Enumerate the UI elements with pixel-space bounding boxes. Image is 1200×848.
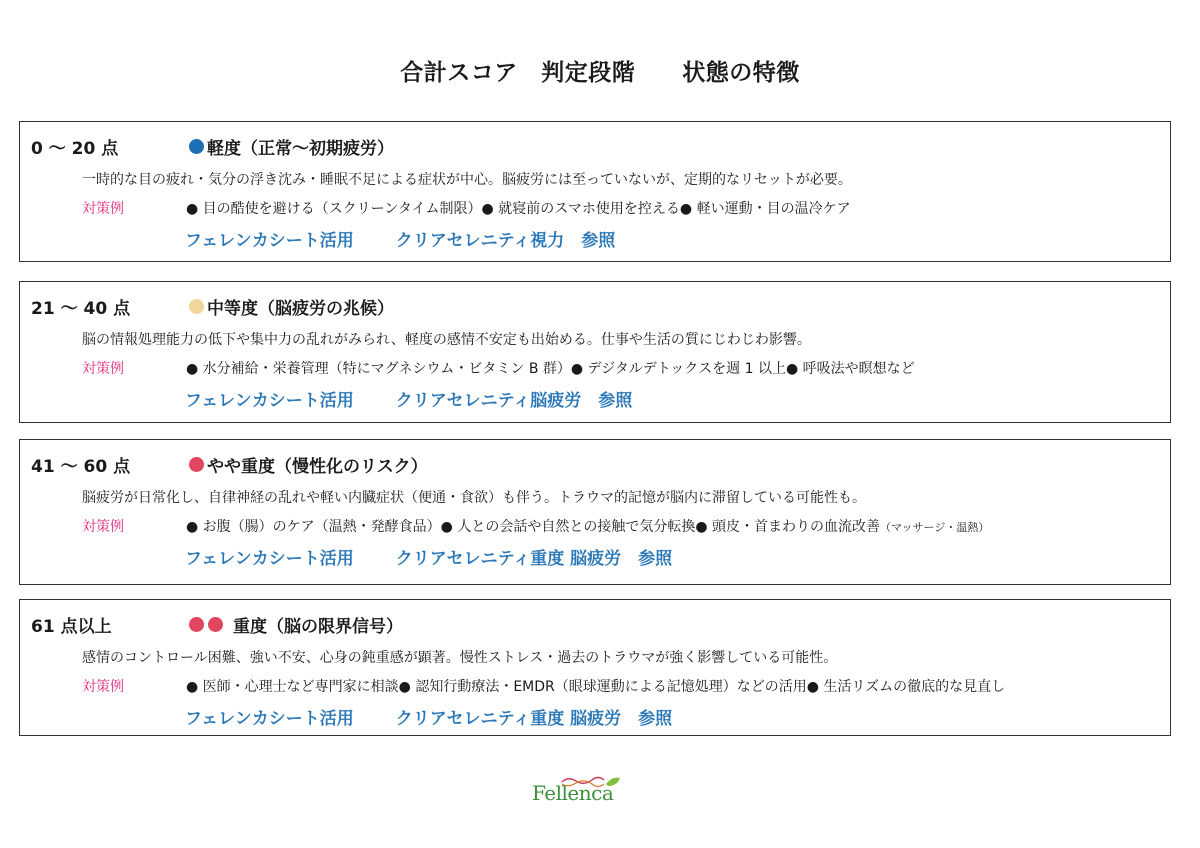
severity-dot-icon [189, 617, 204, 632]
severity-dots [189, 299, 204, 314]
measures-label: 対策例 [82, 519, 124, 535]
card-heading [31, 451, 428, 477]
severity-dots [189, 139, 204, 154]
brand-logo [532, 775, 622, 809]
state-description: 感情のコントロール困難、強い不安、心身の鈍重感が顕著。慢性ストレス・過去のトラウマが強く影響している可能性。 [82, 650, 838, 666]
measures-row [82, 676, 1005, 696]
measures-label: 対策例 [82, 201, 124, 217]
score-card-moderately-severe [19, 439, 1171, 585]
measures-text: ● 水分補給・栄養管理（特にマグネシウム・ビタミン B 群）● デジタルデトックスを週 1 以上● 呼吸法や瞑想など [186, 361, 915, 377]
measures-text: ● 医師・心理士など専門家に相談● 認知行動療法・EMDR（眼球運動による記憶処理）などの活用● 生活リズムの徹底的な見直し [186, 679, 1006, 695]
score-range: 61 点以上 [31, 616, 112, 637]
measures-text: ● 目の酷使を避ける（スクリーンタイム制限）● 就寝前のスマホ使用を控える● 軽い運動・目の温冷ケア [186, 201, 851, 217]
severity-dot-icon [189, 139, 204, 154]
score-range: 0 〜 20 点 [31, 138, 119, 159]
severity-dots [189, 617, 223, 632]
page-title: 合計スコア 判定段階 状態の特徴 [400, 60, 800, 86]
score-card-mild [19, 121, 1171, 262]
measures-label: 対策例 [82, 361, 124, 377]
measures-row [82, 198, 851, 218]
score-range: 21 〜 40 点 [31, 298, 131, 319]
card-heading [31, 611, 403, 637]
reference-program-link: クリアセレニティ重度 脳疲労 参照 [395, 709, 673, 729]
severity-dot-icon [189, 299, 204, 314]
measures-note: （マッサージ・温熱） [880, 521, 990, 534]
state-description: 脳疲労が日常化し、自律神経の乱れや軽い内臓症状（便通・食欲）も伴う。トラウマ的記憶が脳内に滞留している可能性も。 [82, 490, 866, 506]
reference-sheet-link: フェレンカシート活用 [185, 231, 354, 251]
reference-program-link: クリアセレニティ視力 参照 [395, 231, 616, 251]
measures-text [186, 516, 989, 536]
reference-row [185, 226, 615, 251]
reference-program-link: クリアセレニティ脳疲労 参照 [395, 391, 633, 411]
score-card-severe [19, 599, 1171, 736]
logo-wordmark: Fellenca [532, 781, 614, 805]
measures-row [82, 516, 989, 536]
measures-label: 対策例 [82, 679, 124, 695]
measures-row [82, 358, 915, 378]
reference-sheet-link: フェレンカシート活用 [185, 709, 354, 729]
state-description: 脳の情報処理能力の低下や集中力の乱れがみられ、軽度の感情不安定も出始める。仕事や生活の質にじわじわ影響。 [82, 332, 811, 348]
severity-level: やや重度（慢性化のリスク） [207, 456, 428, 477]
score-range: 41 〜 60 点 [31, 456, 131, 477]
reference-row [185, 386, 632, 411]
severity-level: 中等度（脳疲労の兆候） [207, 298, 394, 319]
measures-main-text: ● お腹（腸）のケア（温熱・発酵食品）● 人との会話や自然との接触で気分転換● 頭皮・首まわりの血流改善 [186, 519, 880, 535]
reference-row [185, 704, 672, 729]
severity-dot-icon [208, 617, 223, 632]
card-heading [31, 293, 394, 319]
severity-level: 重度（脳の限界信号） [233, 616, 403, 637]
state-description: 一時的な目の疲れ・気分の浮き沈み・睡眠不足による症状が中心。脳疲労には至っていないが、定期的なリセットが必要。 [82, 172, 852, 188]
card-heading [31, 133, 394, 159]
reference-sheet-link: フェレンカシート活用 [185, 391, 354, 411]
reference-row [185, 544, 672, 569]
severity-dot-icon [189, 457, 204, 472]
severity-dots [189, 457, 204, 472]
severity-level: 軽度（正常〜初期疲労） [207, 138, 394, 159]
score-card-moderate [19, 281, 1171, 423]
reference-sheet-link: フェレンカシート活用 [185, 549, 354, 569]
reference-program-link: クリアセレニティ重度 脳疲労 参照 [395, 549, 673, 569]
